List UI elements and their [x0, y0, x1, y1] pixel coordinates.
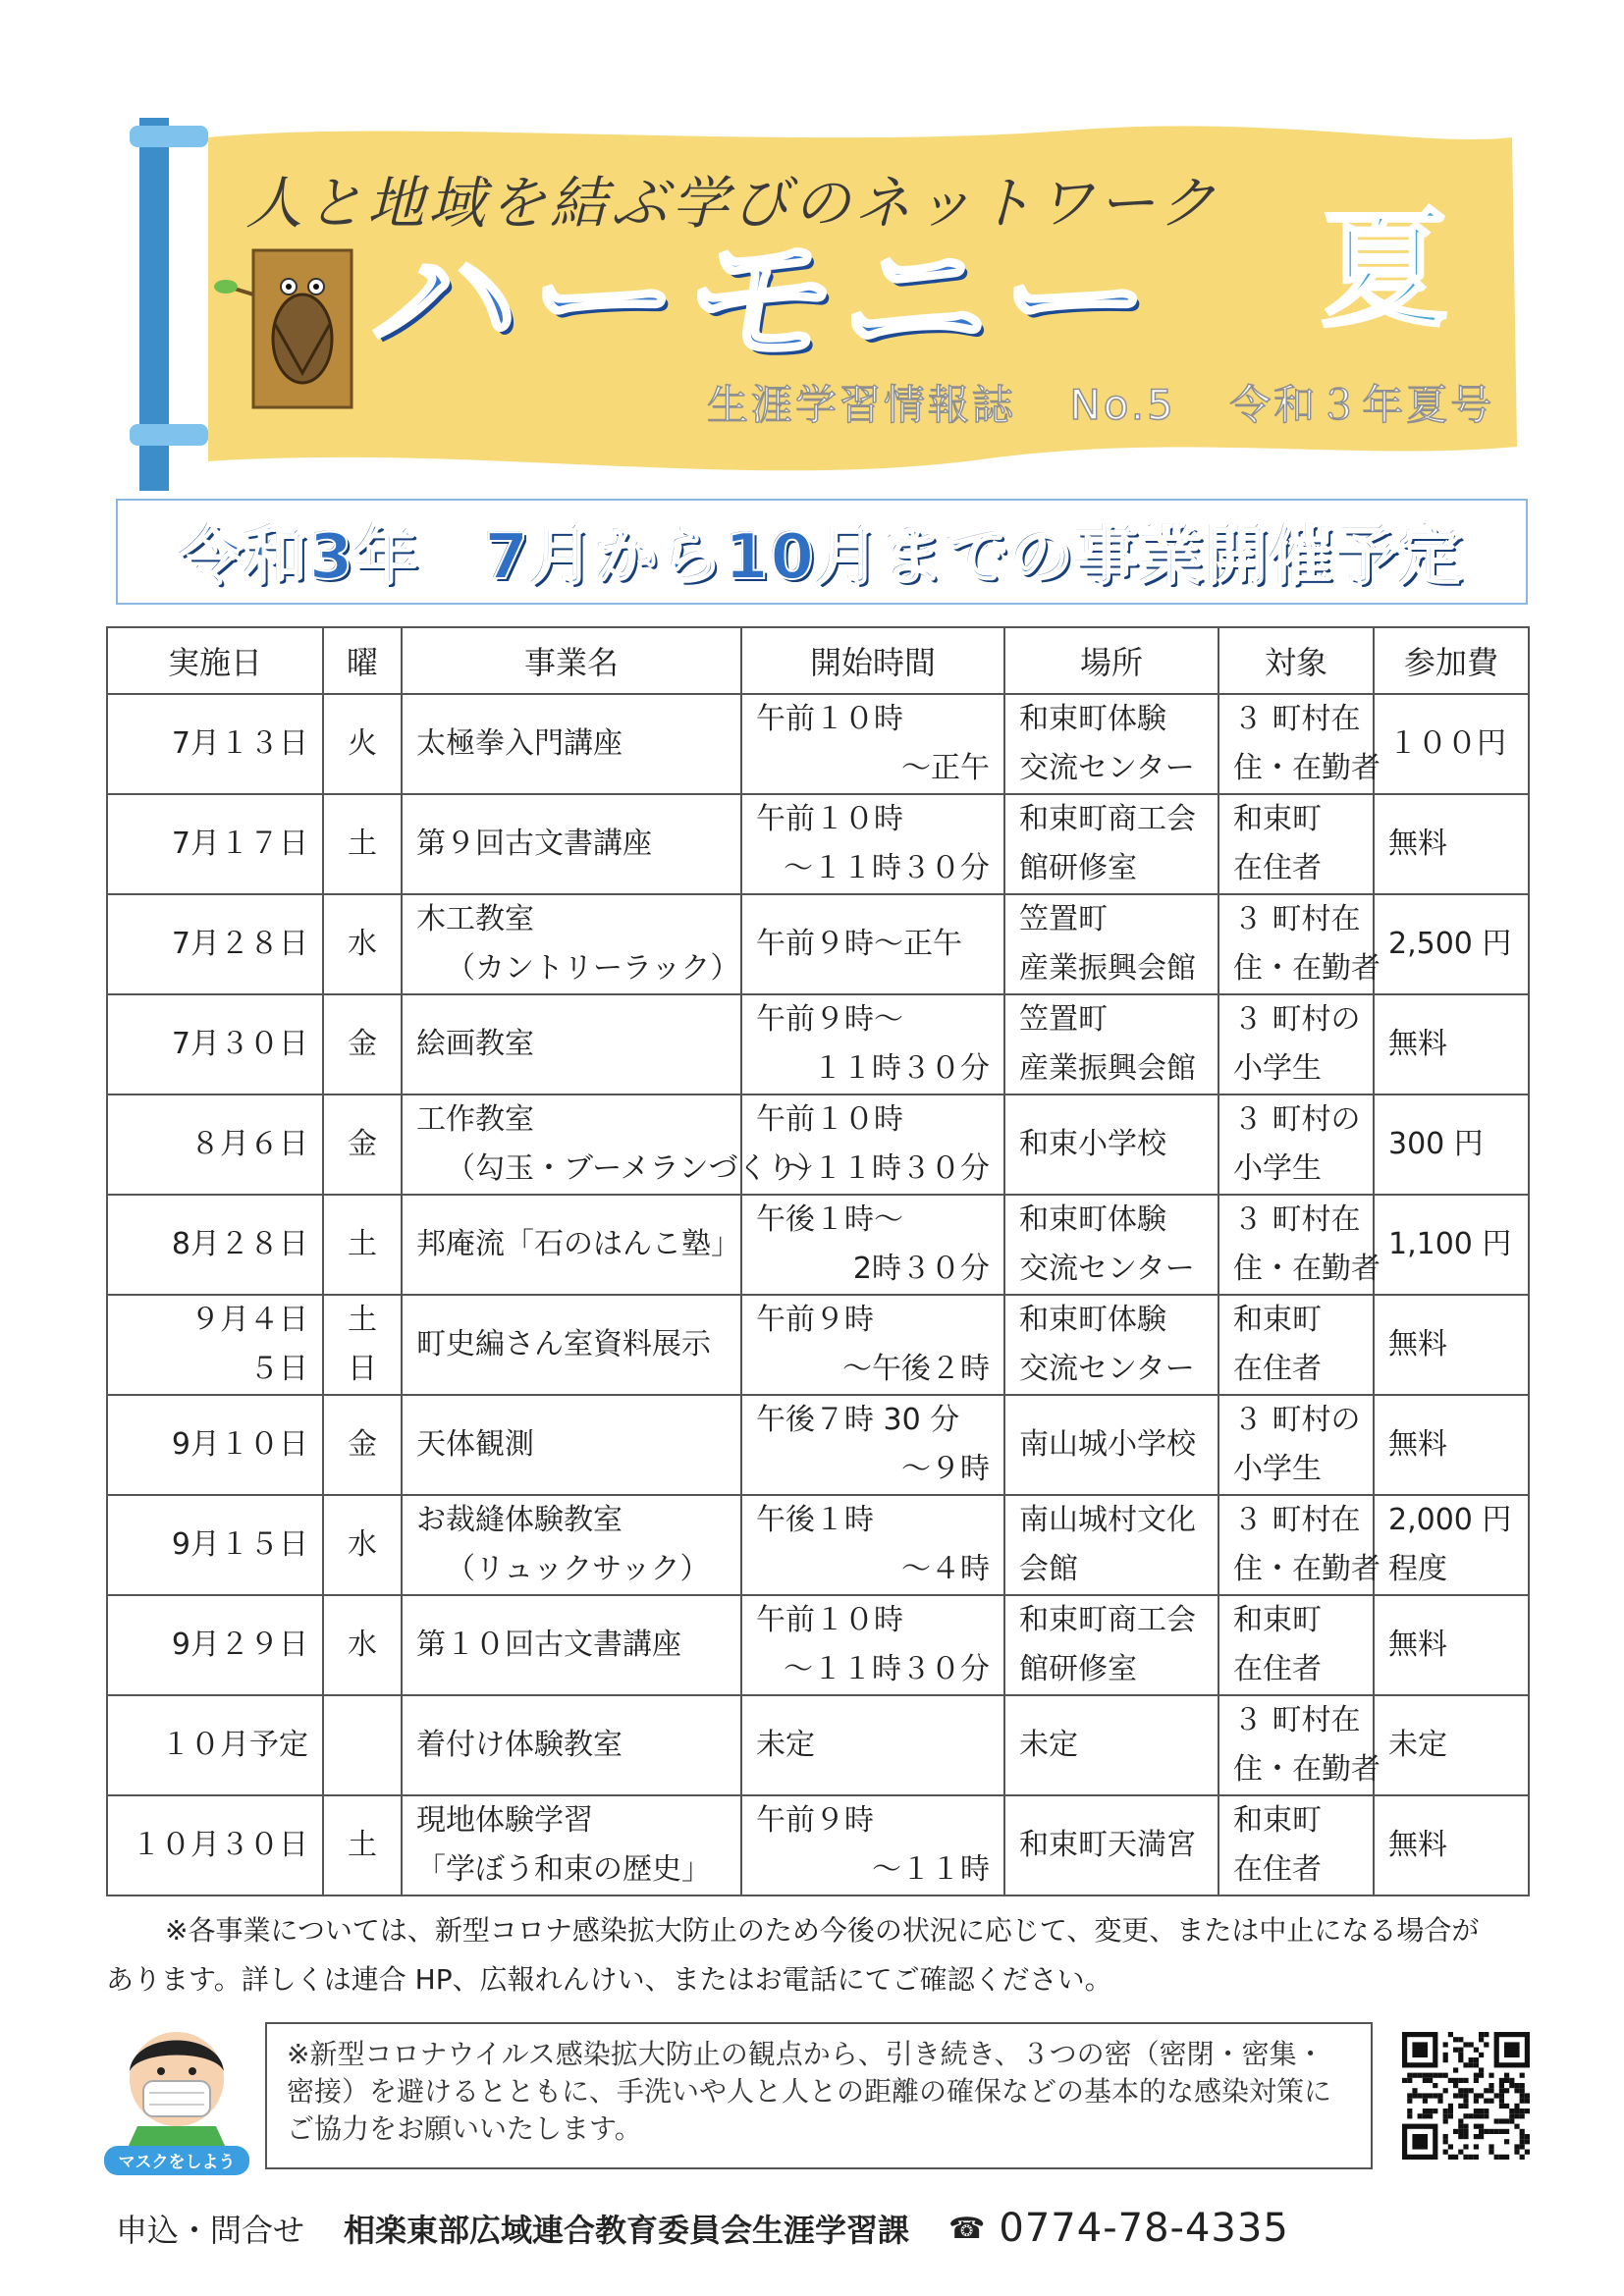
cell-event [402, 1695, 741, 1795]
cell-target [1218, 1495, 1380, 1595]
cell-day [323, 1795, 402, 1896]
cell-time [741, 994, 1004, 1095]
cell-event-line: お裁縫体験教室 [416, 1503, 623, 1537]
cell-fee [1374, 794, 1529, 894]
cell-fee-line: 無料 [1388, 1427, 1447, 1462]
cell-event-line: （カントリーラック） [446, 951, 740, 986]
cell-day-line: 水 [348, 1628, 377, 1662]
cell-date [107, 894, 323, 994]
cell-target-line: 和束町 [1233, 802, 1322, 836]
cell-time-line: 午前９時～ [756, 1002, 903, 1037]
cell-target-line: ３ 町村在 [1233, 1503, 1361, 1537]
cell-time-line: ～午後２時 [842, 1352, 990, 1386]
header-date: 実施日 [107, 627, 323, 694]
cell-fee [1374, 1195, 1529, 1295]
header-target: 対象 [1218, 627, 1374, 694]
cell-event [402, 1495, 741, 1595]
cell-time-line: ～１１時３０分 [784, 1151, 990, 1186]
cell-fee-line: 未定 [1388, 1728, 1447, 1762]
cell-day [323, 1095, 402, 1195]
cell-day-line: 金 [348, 1127, 377, 1161]
cell-place-line: 館研修室 [1019, 1652, 1137, 1686]
cell-target-line: 住・在勤者 [1233, 1252, 1380, 1286]
contact-phone[interactable]: 0774-78-4335 [999, 2206, 1289, 2251]
cell-target [1218, 1195, 1380, 1295]
table-row [107, 694, 1529, 794]
cell-target-line: 在住者 [1233, 1652, 1322, 1686]
cell-day [323, 894, 402, 994]
cell-day [323, 1395, 402, 1495]
cell-time [741, 794, 1004, 894]
cell-fee [1374, 1695, 1529, 1795]
cell-target-line: 小学生 [1233, 1452, 1322, 1486]
banner-pole-cap-top [130, 126, 208, 147]
cell-date-line: 7月１７日 [171, 827, 308, 861]
cell-day [323, 994, 402, 1095]
covid-notice: ※新型コロナウイルス感染拡大防止の観点から、引き続き、３つの密（密閉・密集・密接）を避けるとともに、手洗いや人と人との距離の確保などの基本的な感染対策にご協力をお願いいたします。 [265, 2022, 1373, 2169]
cell-fee [1374, 1795, 1529, 1896]
cell-date [107, 1195, 323, 1295]
cell-day-line: 水 [348, 927, 377, 961]
schedule-table [106, 626, 1530, 1896]
header-day: 曜 [323, 627, 402, 694]
cell-event-line: 「学ぼう和束の歴史」 [416, 1852, 711, 1887]
cell-target-line: 小学生 [1233, 1151, 1322, 1186]
cell-date-line: ９月４日 [190, 1303, 308, 1337]
cell-time-line: １１時３０分 [813, 1051, 990, 1086]
cell-place-line: 南山城村文化 [1019, 1503, 1196, 1537]
cell-event-line: 天体観測 [416, 1427, 534, 1462]
cell-place-line: 会館 [1019, 1552, 1078, 1586]
cell-event [402, 1395, 741, 1495]
cell-target-line: ３ 町村在 [1233, 1202, 1361, 1237]
cell-event-line: 邦庵流「石のはんこ塾」 [416, 1227, 740, 1261]
notice-line-1: ※各事業については、新型コロナ感染拡大防止のため今後の状況に応じて、変更、または中止になる場合が [165, 1914, 1480, 1947]
banner [0, 0, 1624, 491]
cell-date-line: 7月１３日 [171, 726, 308, 761]
cell-fee-line: 無料 [1388, 1327, 1447, 1362]
cell-time-line: ～１１時３０分 [784, 1652, 990, 1686]
cell-target-line: 和束町 [1233, 1803, 1322, 1838]
cell-fee [1374, 1395, 1529, 1495]
cell-event-line: 絵画教室 [416, 1027, 534, 1061]
banner-tagline: 人と地域を結ぶ学びのネットワーク [245, 170, 1220, 237]
cell-event-line: 着付け体験教室 [416, 1728, 623, 1762]
cell-date-line: １０月予定 [161, 1728, 308, 1762]
table-row [107, 1495, 1529, 1595]
cell-fee [1374, 994, 1529, 1095]
cell-place [1004, 1295, 1218, 1395]
cell-place-line: 笠置町 [1019, 902, 1108, 936]
cell-date [107, 1395, 323, 1495]
cell-event [402, 1595, 741, 1695]
cell-place-line: 交流センター [1019, 751, 1195, 785]
cell-place-line: 産業振興会館 [1019, 1051, 1196, 1086]
mask-person-icon [98, 2010, 255, 2177]
table-header-row [107, 627, 1529, 694]
cell-date [107, 1695, 323, 1795]
cell-target [1218, 694, 1380, 794]
cell-time-line: 午前９時 [756, 1303, 874, 1337]
cell-time-line: ～１１時３０分 [784, 851, 990, 885]
header-event: 事業名 [402, 627, 741, 694]
cell-event-line: 太極拳入門講座 [416, 726, 623, 761]
cell-place-line: 和束町体験 [1019, 1303, 1166, 1337]
cell-target-line: 在住者 [1233, 1352, 1322, 1386]
cell-target-line: 住・在勤者 [1233, 1752, 1380, 1787]
cell-place-line: 南山城小学校 [1019, 1427, 1196, 1462]
cell-place [1004, 1095, 1218, 1195]
cell-date-line: 9月１５日 [171, 1527, 308, 1562]
cell-place [1004, 694, 1218, 794]
cell-time [741, 1695, 1004, 1795]
cell-event [402, 694, 741, 794]
cell-target [1218, 1695, 1380, 1795]
cell-date-line: ８月６日 [190, 1127, 308, 1161]
cell-day-line: 金 [348, 1027, 377, 1061]
cell-date [107, 794, 323, 894]
banner-magazine: 生涯学習情報誌 [707, 381, 1017, 429]
table-row [107, 794, 1529, 894]
cell-fee-line: 無料 [1388, 1828, 1447, 1862]
cell-target [1218, 1395, 1374, 1495]
cell-target [1218, 1295, 1374, 1395]
cell-date-line: ５日 [249, 1352, 308, 1386]
cell-time [741, 1795, 1004, 1896]
banner-edition: 令和３年夏号 [1229, 381, 1495, 429]
cell-time-line: 未定 [756, 1728, 815, 1762]
cell-date [107, 994, 323, 1095]
cell-target [1218, 894, 1380, 994]
cell-target-line: 住・在勤者 [1233, 1552, 1380, 1586]
cell-place-line: 館研修室 [1019, 851, 1137, 885]
table-body [107, 694, 1529, 1896]
cell-day-line: 土 [348, 1227, 377, 1261]
cell-target-line: 小学生 [1233, 1051, 1322, 1086]
cell-date-line: 7月３０日 [171, 1027, 308, 1061]
cell-day [323, 1295, 402, 1395]
cell-target-line: 住・在勤者 [1233, 951, 1380, 986]
cell-fee [1374, 1595, 1529, 1695]
cell-day [323, 694, 402, 794]
table-row [107, 994, 1529, 1095]
cell-day [323, 794, 402, 894]
cell-place-line: 和束小学校 [1019, 1127, 1166, 1161]
cell-target-line: ３ 町村在 [1233, 702, 1361, 736]
cell-fee-line: 程度 [1388, 1552, 1447, 1586]
cell-fee-line: 1,100 円 [1388, 1227, 1512, 1261]
cell-day [323, 1695, 402, 1795]
mask-caption: マスクをしよう [118, 2153, 236, 2172]
cell-target [1218, 794, 1374, 894]
cell-time [741, 1395, 1004, 1495]
cell-fee [1374, 1295, 1529, 1395]
heading-box [116, 499, 1528, 605]
cell-day-line: 土 [348, 1828, 377, 1862]
cell-place [1004, 1195, 1218, 1295]
cell-place [1004, 894, 1218, 994]
cell-event-line: 木工教室 [416, 902, 534, 936]
cell-time-line: ～１１時 [872, 1852, 990, 1887]
cell-time-line: 午前１０時 [756, 702, 903, 736]
cell-time [741, 1595, 1004, 1695]
cell-place-line: 和束町商工会 [1019, 1603, 1196, 1637]
cell-time [741, 1195, 1004, 1295]
table-row [107, 1695, 1529, 1795]
cell-day [323, 1195, 402, 1295]
cell-place-line: 和束町体験 [1019, 702, 1166, 736]
banner-issue: No.5 [1069, 381, 1176, 429]
banner-subtitle [707, 373, 1495, 432]
cell-place [1004, 1395, 1218, 1495]
cell-event-line: 工作教室 [416, 1102, 534, 1137]
cell-time-line: 2時３０分 [852, 1252, 990, 1286]
header-fee: 参加費 [1374, 627, 1529, 694]
cell-date-line: 8月２８日 [171, 1227, 308, 1261]
cell-date-line: 9月２９日 [171, 1628, 308, 1662]
cell-place-line: 笠置町 [1019, 1002, 1108, 1037]
cell-target-line: ３ 町村在 [1233, 902, 1361, 936]
cell-day-line: 火 [348, 726, 377, 761]
cell-place-line: 交流センター [1019, 1252, 1195, 1286]
cell-fee-line: 無料 [1388, 1628, 1447, 1662]
cell-event-line: 現地体験学習 [416, 1803, 593, 1838]
cell-event [402, 994, 741, 1095]
cell-fee [1374, 1495, 1529, 1595]
cell-time-line: 午前９時 [756, 1803, 874, 1838]
cell-target-line: ３ 町村の [1233, 1102, 1361, 1137]
cell-event-line: （リュックサック） [446, 1552, 710, 1586]
cell-date-line: 9月１０日 [171, 1427, 308, 1462]
cell-time-line: ～４時 [901, 1552, 990, 1586]
cell-target-line: 和束町 [1233, 1303, 1322, 1337]
cell-day [323, 1495, 402, 1595]
cell-fee-line: 無料 [1388, 827, 1447, 861]
cell-day [323, 1595, 402, 1695]
table-row [107, 1395, 1529, 1495]
cell-target-line: 住・在勤者 [1233, 751, 1380, 785]
contact-organization: 相楽東部広域連合教育委員会生涯学習課 [344, 2212, 910, 2249]
cell-time-line: 午前１０時 [756, 1603, 903, 1637]
cell-time-line: 午前１０時 [756, 802, 903, 836]
cell-event [402, 894, 741, 994]
cell-target-line: ３ 町村の [1233, 1403, 1361, 1437]
header-place: 場所 [1004, 627, 1218, 694]
cell-place-line: 産業振興会館 [1019, 951, 1196, 986]
cell-time-line: ～正午 [901, 751, 990, 785]
phone-icon: ☎ [948, 2211, 986, 2246]
cell-place [1004, 994, 1218, 1095]
cell-date [107, 1595, 323, 1695]
banner-pole-cap-bottom [130, 424, 208, 446]
contact-label: 申込・問合せ [116, 2212, 305, 2249]
cell-date-line: 7月２８日 [171, 927, 308, 961]
cell-target-line: ３ 町村の [1233, 1002, 1361, 1037]
footer-contact [116, 2199, 1549, 2258]
cell-place-line: 和束町天満宮 [1019, 1828, 1196, 1862]
cell-target-line: 在住者 [1233, 851, 1322, 885]
table-row [107, 1295, 1529, 1395]
cell-time-line: 午後７時 30 分 [756, 1403, 960, 1437]
cell-date [107, 694, 323, 794]
qr-code-icon[interactable] [1402, 2032, 1530, 2160]
cell-event-line: 第１０回古文書講座 [416, 1628, 681, 1662]
cell-target [1218, 1595, 1374, 1695]
cell-place [1004, 794, 1218, 894]
cell-day-line: 水 [348, 1527, 377, 1562]
table-row [107, 894, 1529, 994]
cell-fee [1374, 894, 1529, 994]
cell-fee-line: 300 円 [1388, 1127, 1484, 1161]
cell-event-line: （勾玉・ブーメランづくり） [446, 1151, 827, 1186]
cell-fee-line: 無料 [1388, 1027, 1447, 1061]
cell-time-line: 午前１０時 [756, 1102, 903, 1137]
cell-fee-line: 2,500 円 [1388, 927, 1512, 961]
cell-date [107, 1295, 323, 1395]
cell-date [107, 1495, 323, 1595]
table-row [107, 1795, 1529, 1896]
cell-target-line: 和束町 [1233, 1603, 1322, 1637]
cell-date [107, 1795, 323, 1896]
cell-event [402, 1295, 741, 1395]
cell-event [402, 1095, 827, 1195]
cell-event-line: 第９回古文書講座 [416, 827, 652, 861]
cell-time [741, 894, 1004, 994]
cell-date-line: １０月３０日 [132, 1828, 308, 1862]
cell-place-line: 交流センター [1019, 1352, 1195, 1386]
cell-place-line: 未定 [1019, 1728, 1078, 1762]
table-row [107, 1595, 1529, 1695]
notice-line-2: あります。詳しくは連合 HP、広報れんけい、またはお電話にてご確認ください。 [106, 1963, 1112, 1996]
cell-event [402, 1795, 741, 1896]
cell-fee-line: １００円 [1388, 726, 1506, 761]
cell-time [741, 1295, 1004, 1395]
cell-place-line: 和束町商工会 [1019, 802, 1196, 836]
cell-place [1004, 1495, 1218, 1595]
cell-fee [1374, 694, 1529, 794]
cell-time [741, 1495, 1004, 1595]
cell-time-line: ～９時 [901, 1452, 990, 1486]
banner-title: ハーモニー [360, 216, 1171, 387]
cell-day-line: 日 [348, 1352, 377, 1386]
page-heading: 令和3年 7月から10月までの事業開催予定 [179, 521, 1465, 594]
cell-target [1218, 994, 1374, 1095]
cell-place-line: 和束町体験 [1019, 1202, 1166, 1237]
cell-time-line: 午後１時～ [756, 1202, 903, 1237]
cell-place [1004, 1695, 1218, 1795]
cell-time-line: 午後１時 [756, 1503, 874, 1537]
cell-fee-line: 2,000 円 [1388, 1503, 1512, 1537]
cell-event [402, 1195, 741, 1295]
cell-fee [1374, 1095, 1529, 1195]
header-time: 開始時間 [741, 627, 1004, 694]
notice-text [106, 1906, 1540, 2004]
table-row [107, 1095, 1529, 1195]
cell-target-line: ３ 町村在 [1233, 1703, 1361, 1737]
cell-target [1218, 1795, 1374, 1896]
banner-season: 夏 [1320, 195, 1448, 345]
cell-date [107, 1095, 323, 1195]
cell-day-line: 土 [348, 1303, 377, 1337]
cell-event [402, 794, 741, 894]
cell-target-line: 在住者 [1233, 1852, 1322, 1887]
cell-target [1218, 1095, 1374, 1195]
cell-place [1004, 1795, 1218, 1896]
cell-day-line: 金 [348, 1427, 377, 1462]
cell-day-line: 土 [348, 827, 377, 861]
cell-time-line: 午前９時～正午 [756, 927, 962, 961]
cell-time [741, 694, 1004, 794]
table-row [107, 1195, 1529, 1295]
cell-event-line: 町史編さん室資料展示 [416, 1327, 711, 1362]
cell-place [1004, 1595, 1218, 1695]
